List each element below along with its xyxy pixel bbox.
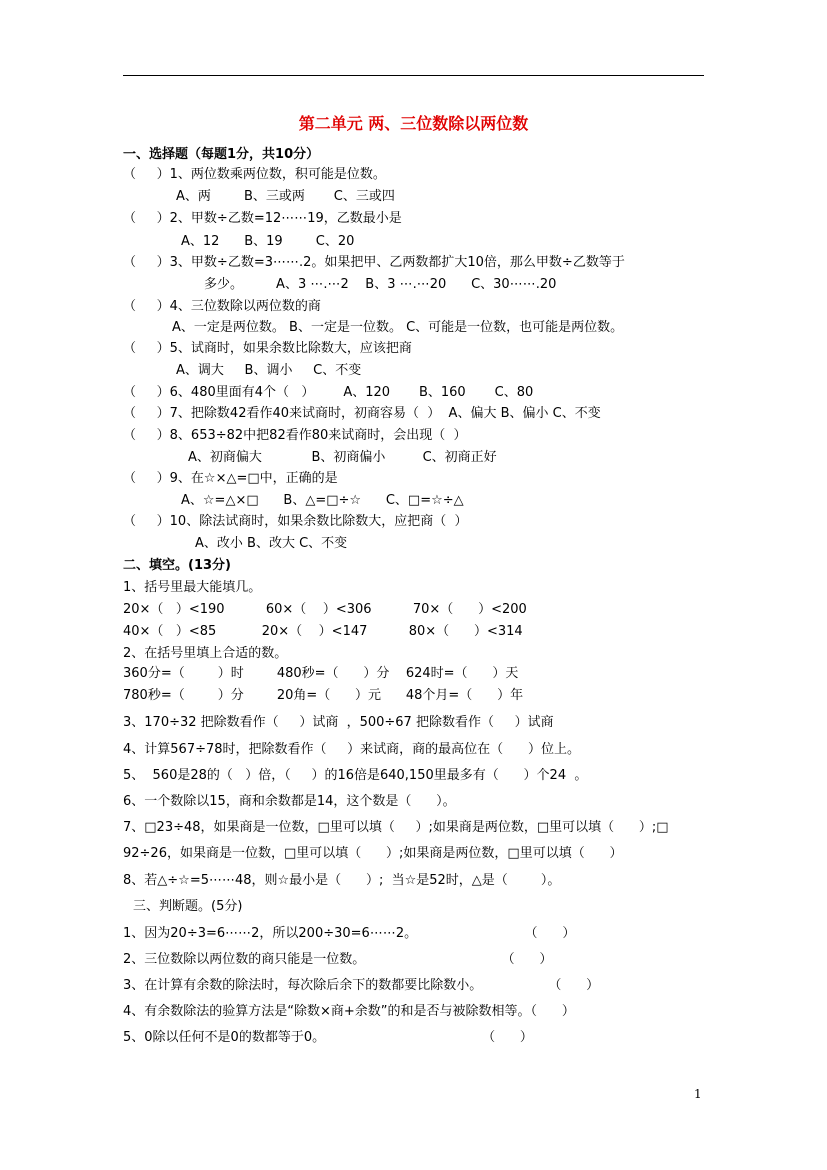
worksheet-line: （ ）4、三位数除以两位数的商 bbox=[123, 299, 321, 314]
worksheet-line: （ ）9、在☆×△=□中，正确的是 bbox=[123, 471, 338, 486]
worksheet-line: 3、170÷32 把除数看作（ ）试商 ，500÷67 把除数看作（ ）试商 bbox=[123, 715, 554, 730]
worksheet-line: 4、计算567÷78时，把除数看作（ ）来试商，商的最高位在（ ）位上。 bbox=[123, 742, 580, 757]
worksheet-line: （ ）1、两位数乘两位数，积可能是位数。 bbox=[123, 167, 386, 182]
worksheet-line: 5、0除以任何不是0的数都等于0。 （ ） bbox=[123, 1030, 533, 1045]
worksheet-line: 2、在括号里填上合适的数。 bbox=[123, 646, 288, 661]
worksheet-line: （ ）7、把除数42看作40来试商时，初商容易（ ） A、偏大 B、偏小 C、不变 bbox=[123, 406, 601, 421]
worksheet-line: 三、判断题。(5分) bbox=[133, 899, 243, 914]
worksheet-line: （ ）5、试商时，如果余数比除数大，应该把商 bbox=[123, 341, 412, 356]
section-heading: 二、填空。(13分) bbox=[123, 558, 231, 573]
worksheet-line: 2、三位数除以两位数的商只能是一位数。 （ ） bbox=[123, 952, 553, 967]
worksheet-line: A、两 B、三或两 C、三或四 bbox=[176, 189, 395, 204]
worksheet-line: A、一定是两位数。 B、一定是一位数。 C、可能是一位数，也可能是两位数。 bbox=[172, 320, 624, 335]
worksheet-line: 1、括号里最大能填几。 bbox=[123, 580, 262, 595]
worksheet-line: （ ）3、甲数÷乙数=3⋯⋯.2。如果把甲、乙两数都扩大10倍，那么甲数÷乙数等于 bbox=[123, 255, 625, 270]
worksheet-line: 6、一个数除以15，商和余数都是14，这个数是（ ）。 bbox=[123, 794, 456, 809]
worksheet-line: 40×（ ）<85 20×（ ）<147 80×（ ）<314 bbox=[123, 624, 523, 639]
worksheet-line: 多少。 A、3 ⋯.⋯2 B、3 ⋯.⋯20 C、30⋯⋯.20 bbox=[204, 277, 557, 292]
header-rule bbox=[123, 75, 704, 76]
worksheet-line: A、调大 B、调小 C、不变 bbox=[176, 363, 362, 378]
page-title: 第二单元 两、三位数除以两位数 bbox=[298, 114, 529, 133]
worksheet-line: 8、若△÷☆=5⋯⋯48，则☆最小是（ ）; 当☆是52时，△是（ ）。 bbox=[123, 873, 561, 888]
section-heading: 一、选择题（每题1分，共10分） bbox=[123, 147, 320, 162]
worksheet-line: 5、 560是28的（ ）倍，（ ）的16倍是640,150里最多有（ ）个24 。 bbox=[123, 768, 588, 783]
worksheet-line: 4、有余数除法的验算方法是“除数×商+余数”的和是否与被除数相等。（ ） bbox=[123, 1004, 575, 1019]
worksheet-line: （ ）2、甲数÷乙数=12⋯⋯19，乙数最小是 bbox=[123, 211, 402, 226]
worksheet-line: 1、因为20÷3=6⋯⋯2，所以200÷30=6⋯⋯2。 （ ） bbox=[123, 926, 576, 941]
worksheet-line: A、12 B、19 C、20 bbox=[181, 234, 355, 249]
worksheet-line: 20×（ ）<190 60×（ ）<306 70×（ ）<200 bbox=[123, 602, 527, 617]
page-number: 1 bbox=[694, 1087, 702, 1101]
worksheet-line: 92÷26，如果商是一位数，□里可以填（ ）;如果商是两位数，□里可以填（ ） bbox=[123, 846, 623, 861]
worksheet-line: A、☆=△×□ B、△=□÷☆ C、□=☆÷△ bbox=[181, 493, 464, 508]
worksheet-line: A、初商偏大 B、初商偏小 C、初商正好 bbox=[188, 450, 497, 465]
worksheet-line: 360分=（ ）时 480秒=（ ）分 624时=（ ）天 bbox=[123, 666, 519, 681]
worksheet-line: （ ）8、653÷82中把82看作80来试商时，会出现（ ） bbox=[123, 428, 467, 443]
worksheet-line: 3、在计算有余数的除法时，每次除后余下的数都要比除数小。 （ ） bbox=[123, 978, 600, 993]
worksheet-line: （ ）10、除法试商时，如果余数比除数大，应把商（ ） bbox=[123, 514, 468, 529]
worksheet-line: （ ）6、480里面有4个（ ） A、120 B、160 C、80 bbox=[123, 385, 534, 400]
worksheet-line: 7、□23÷48，如果商是一位数，□里可以填（ ）;如果商是两位数，□里可以填（ ）;□ bbox=[123, 820, 669, 835]
worksheet-line: A、改小 B、改大 C、不变 bbox=[195, 536, 348, 551]
worksheet-line: 780秒=（ ）分 20角=（ ）元 48个月=（ ）年 bbox=[123, 688, 524, 703]
